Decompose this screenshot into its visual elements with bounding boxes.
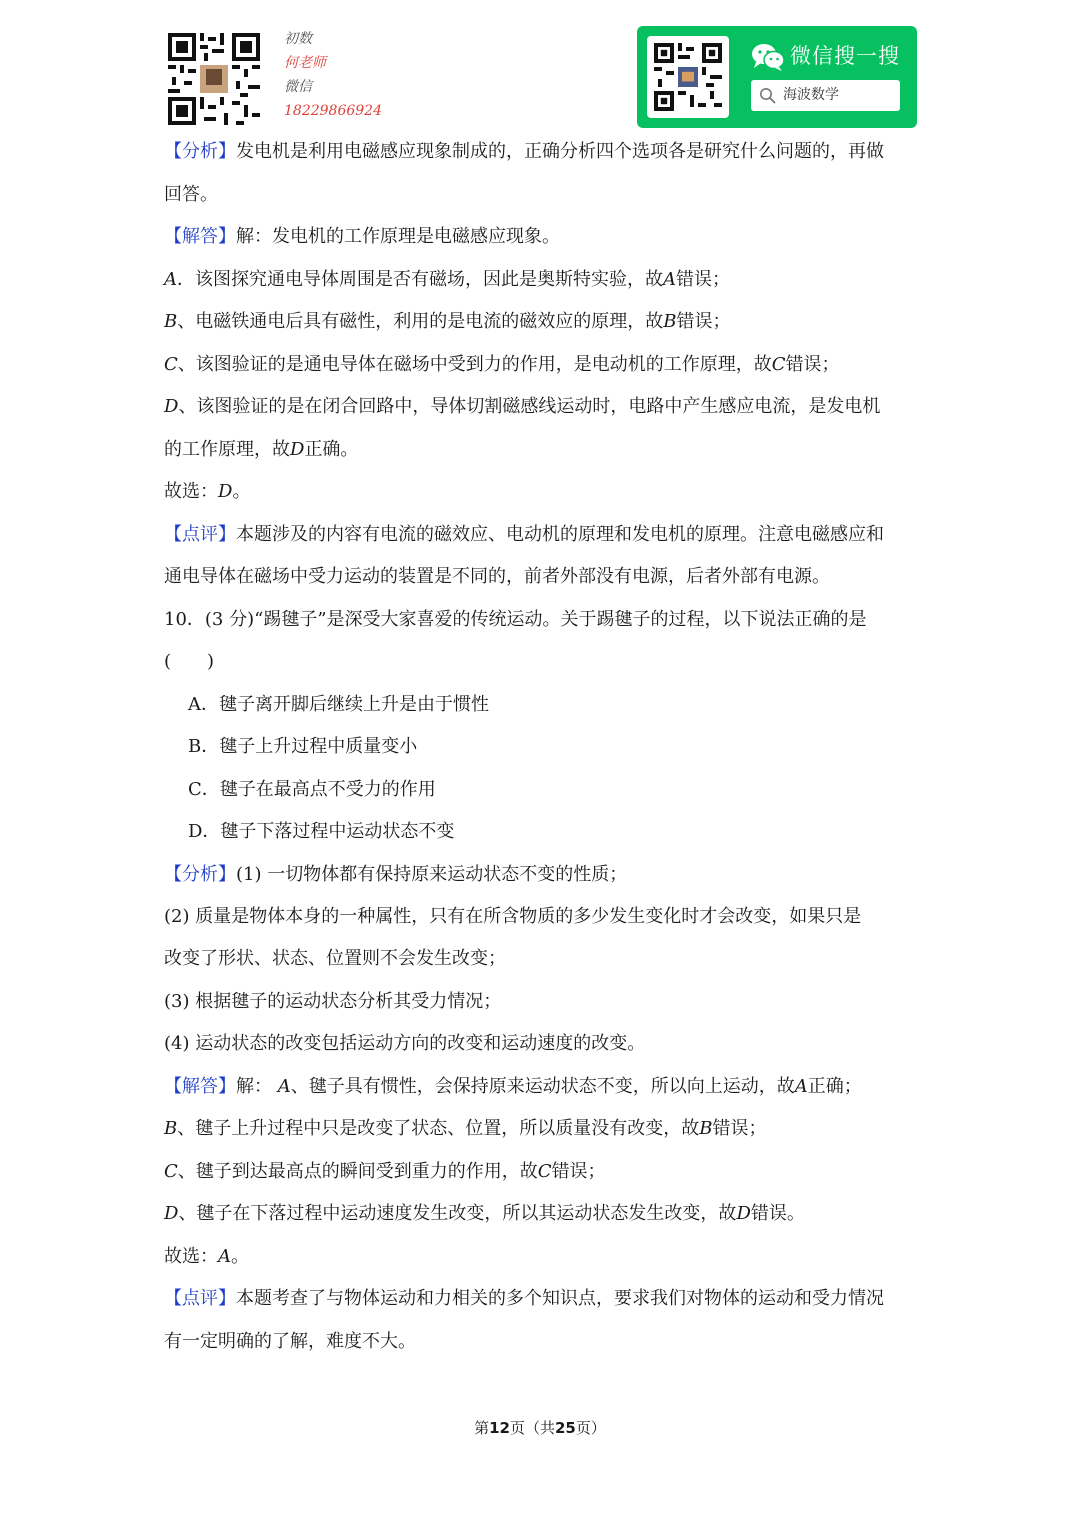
wechat-search-text: 海波数学 xyxy=(783,87,839,103)
q9-comment-tag: 【点评】 xyxy=(164,524,236,545)
answer-text: 错误； xyxy=(676,311,731,332)
q10-analysis-tag: 【分析】 xyxy=(164,864,236,885)
q9-analysis-line-2: 回答。 xyxy=(164,184,218,205)
wechat-search-card xyxy=(637,26,917,128)
option-letter: A xyxy=(794,1076,808,1097)
contact-phone: 18229866924 xyxy=(284,103,382,119)
qr-code-icon xyxy=(168,33,260,125)
qr-code-icon xyxy=(647,36,729,118)
option-letter: C xyxy=(164,1161,178,1182)
page-footer xyxy=(0,1417,1080,1439)
q9-answer-a xyxy=(164,267,730,293)
q10-analysis-line xyxy=(164,862,627,888)
wechat-search-title: 微信搜一搜 xyxy=(790,44,900,68)
q10-answer-tag: 【解答】 xyxy=(164,1076,236,1097)
q10-comment-line xyxy=(164,1286,884,1312)
q10-stem: 10．(3 分)“踢毽子”是深受大家喜爱的传统运动。关于踢毽子的过程，以下说法正确的是 xyxy=(164,609,867,630)
q10-option-b: B．毽子上升过程中质量变小 xyxy=(188,736,418,757)
answer-text: 、毽子具有惯性，会保持原来运动状态不变，所以向上运动，故 xyxy=(290,1076,795,1097)
answer-text: 错误； xyxy=(676,269,730,290)
choice-label: 故选： xyxy=(164,481,218,502)
option-letter: B xyxy=(663,311,677,332)
q9-answer-d xyxy=(164,394,880,420)
q10-stem-bracket: ( ) xyxy=(164,651,215,672)
q9-comment-line xyxy=(164,522,884,548)
q9-answer-intro: 解：发电机的工作原理是电磁感应现象。 xyxy=(236,226,560,247)
search-icon xyxy=(759,87,776,108)
q10-choice xyxy=(164,1244,249,1270)
q10-comment-line-2: 有一定明确的了解，难度不大。 xyxy=(164,1331,416,1352)
answer-text: 错误； xyxy=(785,354,840,375)
q10-option-c: C．毽子在最高点不受力的作用 xyxy=(188,779,436,800)
option-letter: C xyxy=(771,354,786,375)
answer-text: 错误。 xyxy=(750,1203,805,1224)
option-letter: B xyxy=(164,311,178,332)
choice-value: D xyxy=(218,481,233,502)
q9-answer-line xyxy=(164,224,560,250)
option-letter: D xyxy=(736,1203,751,1224)
q10-comment-tag: 【点评】 xyxy=(164,1288,236,1309)
q9-answer-d-cont xyxy=(164,437,358,463)
q10-analysis-line-2: (2) 质量是物体本身的一种属性，只有在所含物质的多少发生变化时才会改变，如果只是 xyxy=(164,906,862,927)
q9-choice xyxy=(164,479,250,505)
answer-text: ．该图探究通电导体周围是否有磁场，因此是奥斯特实验，故 xyxy=(177,269,663,290)
wechat-logo-icon xyxy=(751,42,785,76)
q10-answer-a xyxy=(164,1074,862,1100)
answer-text: 、该图验证的是在闭合回路中，导体切割磁感线运动时，电路中产生感应电流，是发电机 xyxy=(178,396,881,417)
q9-comment-text-1: 本题涉及的内容有电流的磁效应、电动机的原理和发电机的原理。注意电磁感应和 xyxy=(236,524,884,545)
q10-answer-b xyxy=(164,1116,766,1142)
q10-analysis-text-1: (1) 一切物体都有保持原来运动状态不变的性质； xyxy=(236,864,628,885)
answer-text: 正确。 xyxy=(304,439,359,460)
q9-analysis-line xyxy=(164,139,884,165)
choice-value: A xyxy=(218,1246,231,1267)
choice-label: 故选： xyxy=(164,1246,218,1267)
option-letter: D xyxy=(164,396,179,417)
page-number: 12 xyxy=(489,1419,510,1437)
option-letter: D xyxy=(290,439,305,460)
answer-text: 、毽子在下落过程中运动速度发生改变，所以其运动状态发生改变，故 xyxy=(178,1203,737,1224)
q10-answer-d xyxy=(164,1201,805,1227)
q9-analysis-text-1: 发电机是利用电磁感应现象制成的，正确分析四个选项各是研究什么问题的，再做 xyxy=(236,141,884,162)
answer-text: 错误； xyxy=(551,1161,606,1182)
q9-analysis-tag: 【分析】 xyxy=(164,141,236,162)
total-pages: 25 xyxy=(555,1419,576,1437)
wechat-search-box xyxy=(751,80,900,111)
choice-period: 。 xyxy=(232,481,251,502)
footer-post: 页） xyxy=(575,1419,606,1437)
q10-option-d: D．毽子下落过程中运动状态不变 xyxy=(188,821,455,842)
contact-subject: 初数 xyxy=(284,31,312,47)
q9-comment-line-2: 通电导体在磁场中受力运动的装置是不同的，前者外部没有电源，后者外部有电源。 xyxy=(164,566,830,587)
option-letter: C xyxy=(164,354,178,375)
q10-comment-text-1: 本题考查了与物体运动和力相关的多个知识点，要求我们对物体的运动和受力情况 xyxy=(236,1288,884,1309)
contact-teacher: 何老师 xyxy=(284,55,326,71)
option-letter: D xyxy=(164,1203,179,1224)
contact-wechat-label: 微信 xyxy=(284,79,312,95)
option-letter: A xyxy=(663,269,676,290)
q10-analysis-line-5: (4) 运动状态的改变包括运动方向的改变和运动速度的改变。 xyxy=(164,1033,646,1054)
q9-answer-b xyxy=(164,309,730,335)
q10-analysis-line-4: (3) 根据毽子的运动状态分析其受力情况； xyxy=(164,991,502,1012)
answer-text: 的工作原理，故 xyxy=(164,439,290,460)
answer-text: 、毽子上升过程中只是改变了状态、位置，所以质量没有改变，故 xyxy=(177,1118,700,1139)
q10-option-a: A．毽子离开脚后继续上升是由于惯性 xyxy=(188,694,489,715)
answer-text: 、毽子到达最高点的瞬间受到重力的作用，故 xyxy=(177,1161,538,1182)
contact-info xyxy=(284,27,382,123)
answer-intro: 解： xyxy=(236,1076,272,1097)
option-letter: C xyxy=(537,1161,552,1182)
footer-pre: 第 xyxy=(474,1419,490,1437)
q10-analysis-line-3: 改变了形状、状态、位置则不会发生改变； xyxy=(164,948,506,969)
q9-answer-c xyxy=(164,352,840,378)
q9-answer-tag: 【解答】 xyxy=(164,226,236,247)
footer-mid: 页（共 xyxy=(509,1419,555,1437)
choice-period: 。 xyxy=(231,1246,249,1267)
answer-text: 、电磁铁通电后具有磁性，利用的是电流的磁效应的原理，故 xyxy=(177,311,664,332)
option-letter: A xyxy=(164,269,177,290)
answer-text: 、该图验证的是通电导体在磁场中受到力的作用，是电动机的工作原理，故 xyxy=(177,354,772,375)
option-letter: A xyxy=(277,1076,291,1097)
option-letter: B xyxy=(699,1118,713,1139)
answer-text: 错误； xyxy=(712,1118,767,1139)
q10-answer-c xyxy=(164,1159,606,1185)
option-letter: B xyxy=(164,1118,178,1139)
answer-text: 正确； xyxy=(807,1076,862,1097)
